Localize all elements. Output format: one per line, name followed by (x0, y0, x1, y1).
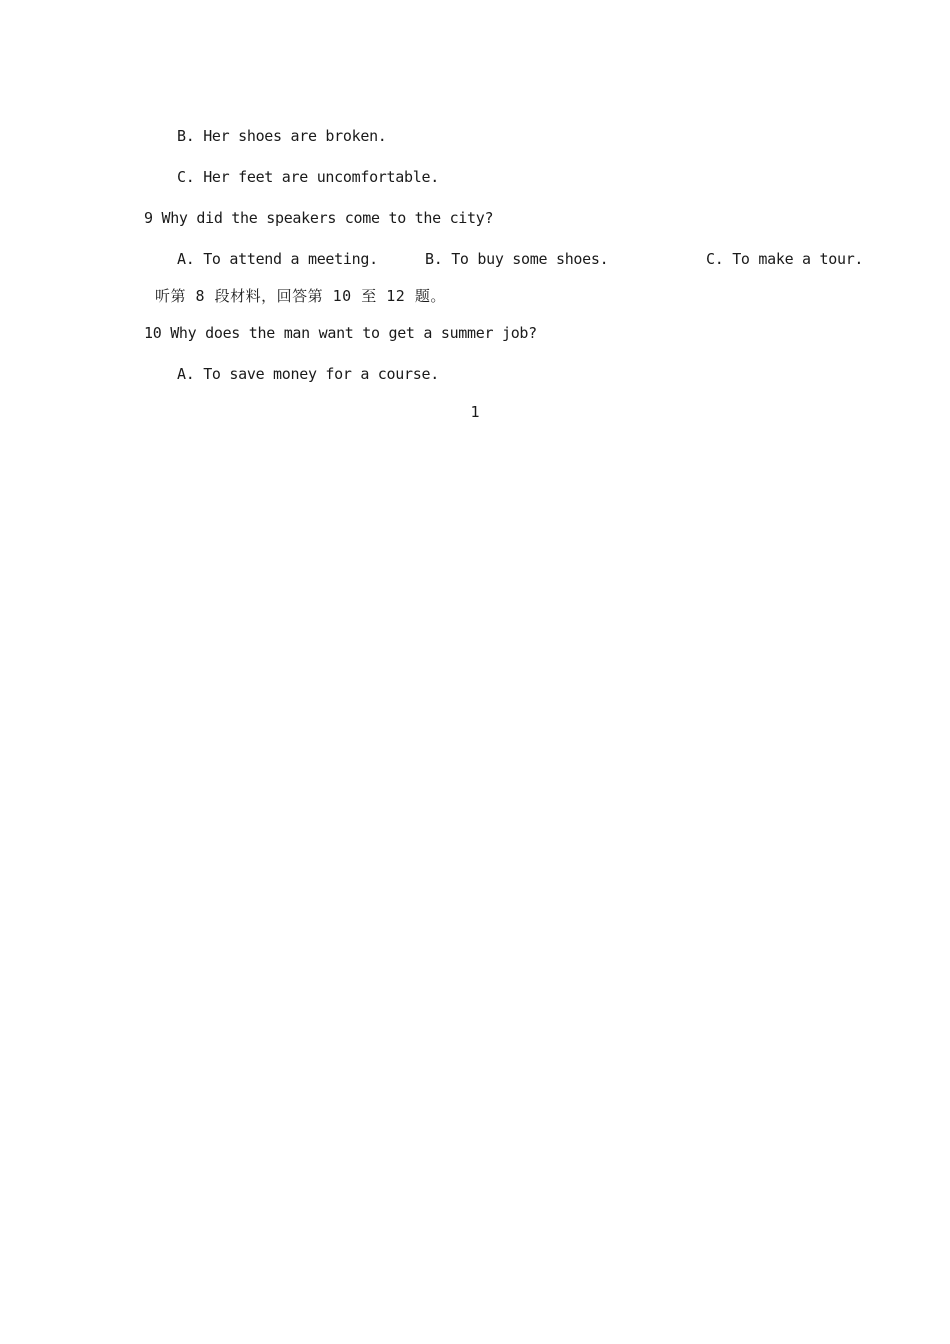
q8-option-c: C. Her feet are uncomfortable. (177, 168, 439, 186)
section-instruction: 听第 8 段材料，回答第 10 至 12 题。 (155, 287, 446, 305)
q9-question: 9 Why did the speakers come to the city? (144, 209, 494, 227)
q8-option-b: B. Her shoes are broken. (177, 127, 387, 145)
q9-option-c: C. To make a tour. (706, 250, 864, 268)
q9-option-a: A. To attend a meeting. (177, 250, 378, 268)
q10-option-a: A. To save money for a course. (177, 365, 439, 383)
page-number: 1 (470, 403, 480, 421)
q9-option-b: B. To buy some shoes. (425, 250, 609, 268)
q10-question: 10 Why does the man want to get a summer job? (144, 324, 537, 342)
